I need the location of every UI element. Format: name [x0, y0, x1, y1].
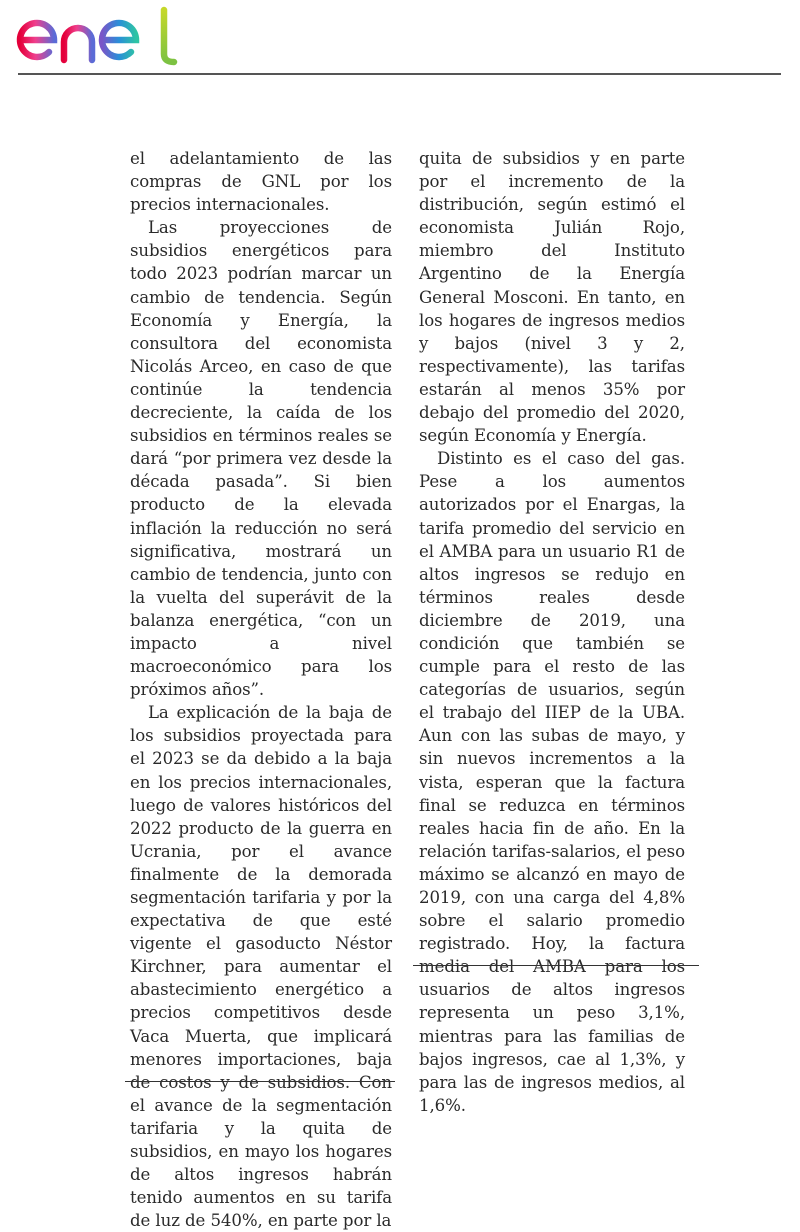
- column-end-rule-right: [413, 965, 699, 966]
- article-column-left: [130, 147, 392, 1232]
- column-end-rule-left: [125, 1081, 395, 1082]
- article-paragraph: La explicación de la baja de los subsidios proyectada para el 2023 se da debido a la baja en los precios internacionales, luego de valores históricos del 2022 producto de la guerra en Ucrania, por el avance finalmente de la demorada segmentación tarifaria y por la expectativa de que esté vigente el gasoducto Néstor Kirchner, para aumentar el abastecimiento energético a precios competitivos desde Vaca Muerta, que implicará menores importaciones, baja de costos y de subsidios. Con el avance de la segmentación tarifaria y la quita de subsidios, en mayo los hogares de altos ingresos habrán tenido aumentos en su tarifa de luz de 540%, en parte por la: [130, 703, 392, 1231]
- article-paragraph: el adelantamiento de las compras de GNL por los precios internacionales.: [130, 149, 392, 215]
- enel-logo: [16, 2, 186, 68]
- article-paragraph: quita de subsidios y en parte por el incremento de la distribución, según estimó el economista Julián Rojo, miembro del Instituto Argentino de la Energía General Mosconi. En tanto, en los hogares de ingresos medios y bajos (nivel 3 y 2, respectivamente), las tarifas estarán al menos 35% por debajo del promedio del 2020, según Economía y Energía.: [419, 149, 685, 446]
- article-paragraph: Las proyecciones de subsidios energéticos para todo 2023 podrían marcar un cambio de tendencia. Según Economía y Energía, la consultora del economista Nicolás Arceo, en caso de que continúe la tendencia decreciente, la caída de los subsidios en términos reales se dará “por primera vez desde la década pasada”. Si bien producto de la elevada inflación la reducción no será significativa, mostrará un cambio de tendencia, junto con la vuelta del superávit de la balanza energética, “con un impacto a nivel macroeconómico para los próximos años”.: [130, 218, 392, 700]
- article-column-right: [419, 147, 685, 1117]
- article-paragraph: Distinto es el caso del gas. Pese a los aumentos autorizados por el Enargas, la tarifa promedio del servicio en el AMBA para un usuario R1 de altos ingresos se redujo en términos reales desde diciembre de 2019, una condición que también se cumple para el resto de las categorías de usuarios, según el trabajo del IIEP de la UBA. Aun con las subas de mayo, y sin nuevos incrementos a la vista, esperan que la factura final se reduzca en términos reales hacia fin de año. En la relación tarifas-salarios, el peso máximo se alcanzó en mayo de 2019, con una carga del 4,8% sobre el salario promedio registrado. Hoy, la factura media del AMBA para los usuarios de altos ingresos representa un peso 3,1%, mientras para las familias de bajos ingresos, cae al 1,3%, y para las de ingresos medios, al 1,6%.: [419, 449, 685, 1115]
- header-divider: [18, 73, 781, 75]
- enel-logo-graphic: [16, 2, 186, 68]
